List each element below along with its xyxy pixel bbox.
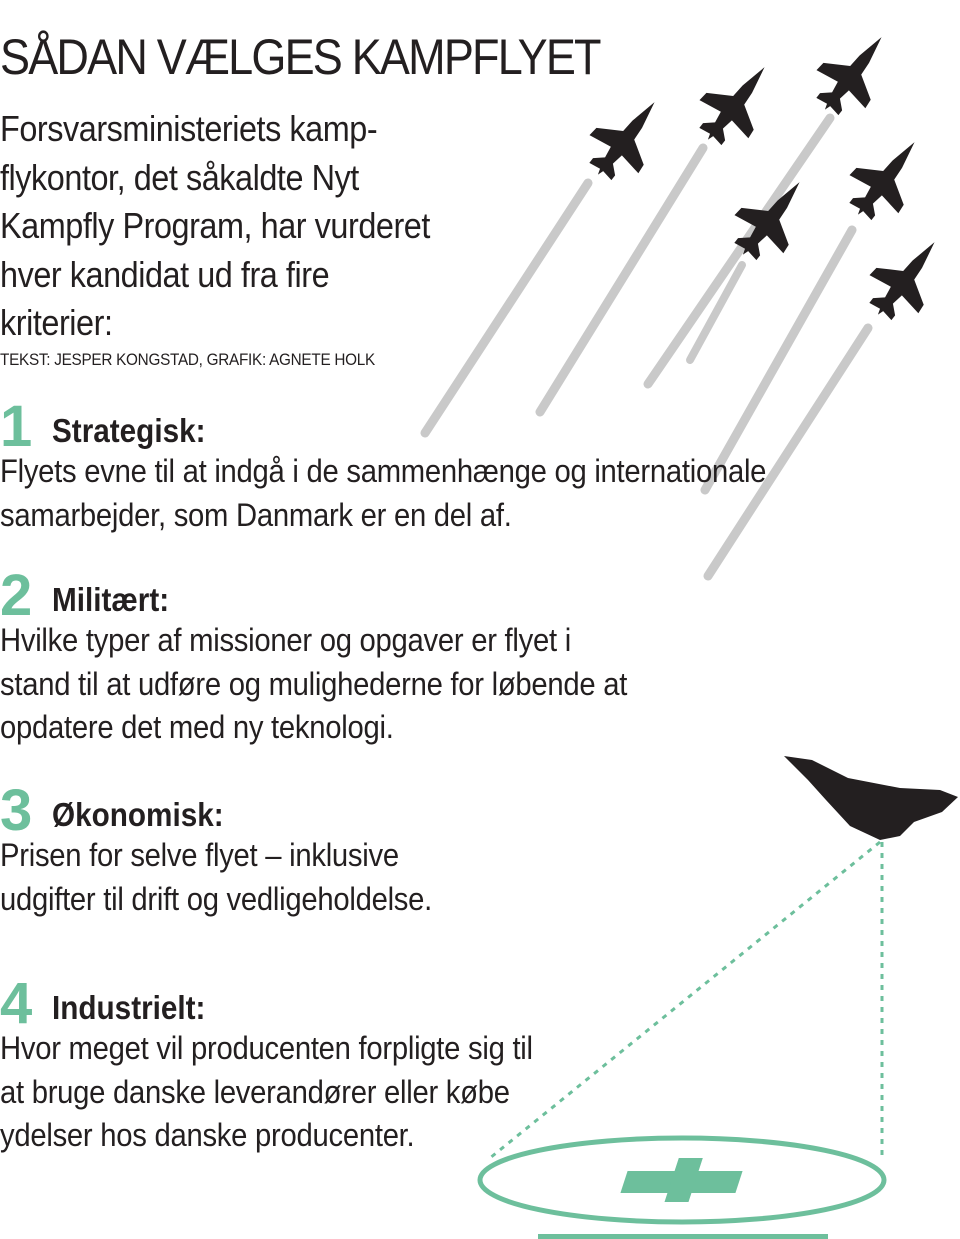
criterion-heading: Økonomisk: (52, 796, 224, 833)
criterion-number: 1 (0, 394, 33, 459)
ellipse-bottom-mark (538, 1234, 828, 1239)
fighter-jet-icon (683, 48, 788, 159)
criterion-text: Flyets evne til at indgå i de sammenhænge og internationale samarbejder, som Danmark er en del af. (0, 453, 767, 533)
credit-line: TEKST: JESPER KONGSTAD, GRAFIK: AGNETE HOLK (0, 350, 375, 369)
criterion-text: Hvilke typer af missioner og opgaver er flyet i stand til at udføre og mulighederne for løbende at opdatere det med ny teknologi. (0, 622, 628, 745)
criterion-heading: Militært: (52, 581, 170, 618)
criterion-number: 3 (0, 778, 33, 843)
eurofighter-icon (784, 756, 958, 840)
fighter-jet-icon (853, 223, 958, 334)
fighter-jet-icon (573, 83, 678, 194)
fighter-jet-icon (833, 123, 938, 234)
criterion-number: 4 (0, 971, 33, 1036)
page-title: SÅDAN VÆLGES KAMPFLYET (0, 29, 600, 85)
fighter-formation (573, 18, 958, 334)
criterion-text: Hvor meget vil producenten forpligte sig til at bruge danske leverandører eller købe ydelser hos danske producenter. (0, 1030, 533, 1153)
criterion-heading: Strategisk: (52, 412, 206, 449)
criterion-heading: Industrielt: (52, 989, 206, 1026)
criterion-text: Prisen for selve flyet – inklusive udgifter til drift og vedligeholdelse. (0, 837, 433, 917)
fighter-jet-icon (800, 18, 905, 129)
beam (490, 842, 882, 1158)
criterion-number: 2 (0, 563, 33, 628)
plus-icon (620, 1158, 742, 1202)
intro-text: Forsvarsministeriets kamp-flykontor, det såkaldte Nyt Kampfly Program, har vurderet hver kandidat ud fra fire kriterier: (0, 108, 430, 343)
